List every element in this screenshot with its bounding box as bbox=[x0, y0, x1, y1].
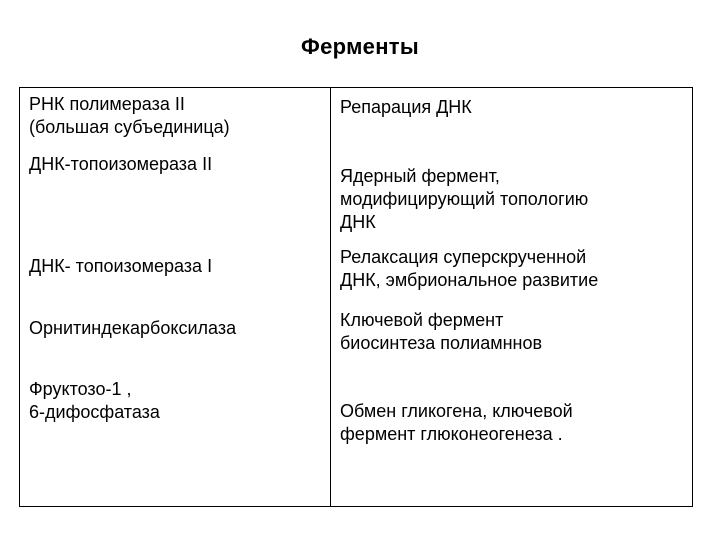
enzyme-name-cell: Орнитиндекарбоксилаза bbox=[29, 318, 237, 338]
enzyme-name-cell: Фруктозо-1 , 6-дифосфатаза bbox=[29, 379, 160, 422]
enzyme-function-cell: Ядерный фермент, модифицирующий топологию ДНК bbox=[340, 166, 589, 232]
enzyme-name-cell: РНК полимераза II (большая субъединица) bbox=[29, 94, 230, 137]
enzyme-name-cell: ДНК- топоизомераза I bbox=[29, 256, 213, 276]
enzyme-function-cell: Релаксация суперскрученной ДНК, эмбриональное развитие bbox=[340, 247, 599, 290]
enzyme-function-cell: Репарация ДНК bbox=[340, 97, 472, 117]
enzyme-function-cell: Ключевой фермент биосинтеза полиамннов bbox=[340, 310, 543, 353]
enzyme-name-cell: ДНК-топоизомераза II bbox=[29, 154, 213, 174]
enzyme-function-cell: Обмен гликогена, ключевой фермент глюконеогенеза . bbox=[340, 401, 573, 444]
column-divider bbox=[330, 87, 331, 507]
page-title: Ферменты bbox=[301, 34, 419, 59]
